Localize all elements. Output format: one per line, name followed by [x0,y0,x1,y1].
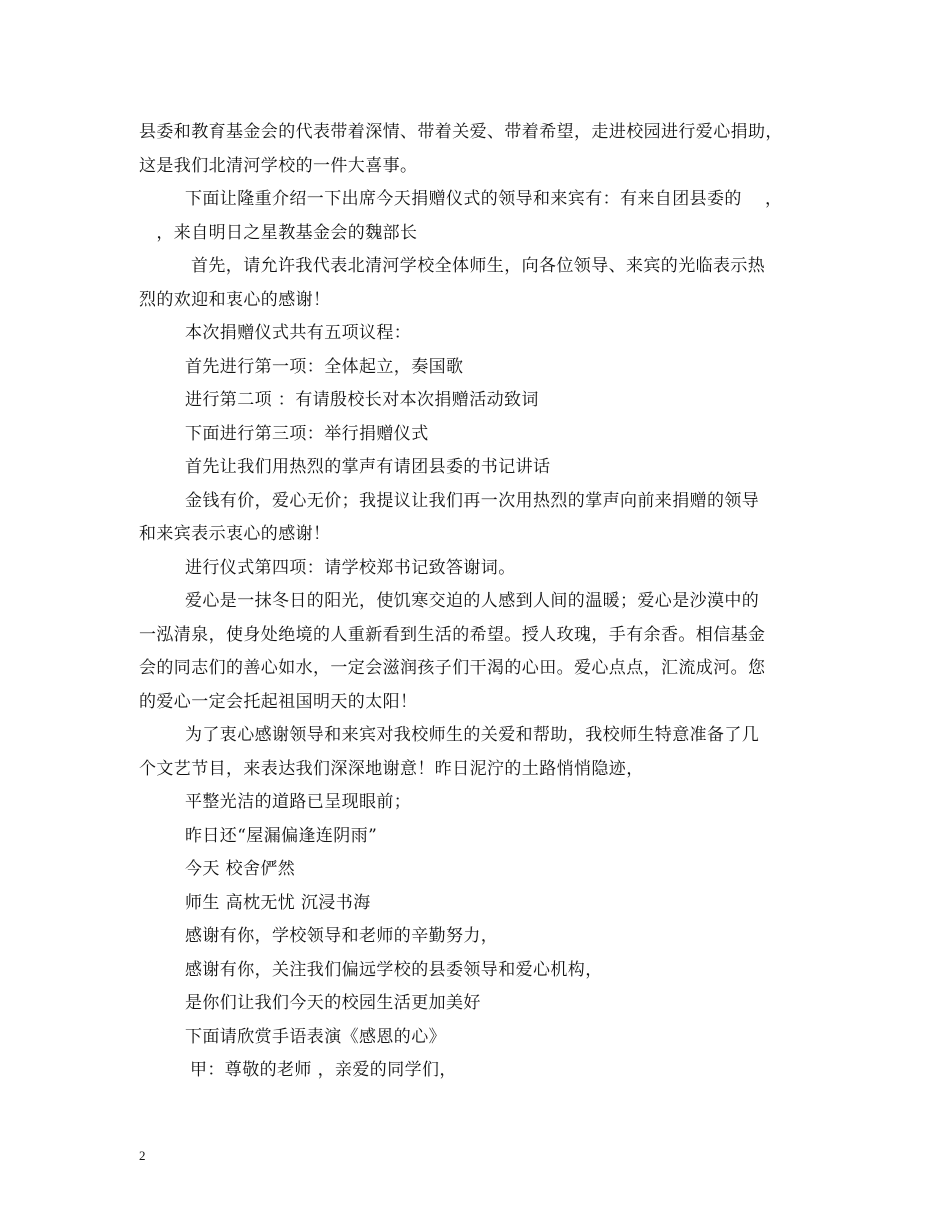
text-line: 的爱心一定会托起祖国明天的太阳！ [139,691,418,712]
text-line: 师生 高枕无忧 沉浸书海 [185,892,371,913]
page-number: 2 [139,1148,146,1163]
text-line: 会的同志们的善心如水，一定会滋润孩子们干渴的心田。爱心点点，汇流成河。您 [139,658,766,678]
text-line: 是你们让我们今天的校园生活更加美好 [185,993,481,1013]
text-line: 首先进行第一项：全体起立，奏国歌 [185,356,464,377]
text-line: 下面让隆重介绍一下出席今天捐赠仪式的领导和来宾有：有来自团县委的 ， [185,189,783,209]
text-line: 为了衷心感谢领导和来宾对我校师生的关爱和帮助，我校师生特意准备了几 [185,725,760,745]
text-line: 下面请欣赏手语表演《感恩的心》 [185,1026,446,1047]
text-line: 感谢有你，学校领导和老师的辛勤努力， [185,926,499,946]
text-line: 进行仪式第四项：请学校郑书记致答谢词。 [185,557,516,578]
text-line: 金钱有价，爱心无价；我提议让我们再一次用热烈的掌声向前来捐赠的领导 [185,490,760,511]
text-line: 这是我们北清河学校的一件大喜事。 [139,155,418,176]
text-line: 下面进行第三项：举行捐赠仪式 [185,423,429,444]
text-line: 本次捐赠仪式共有五项议程： [185,323,412,343]
text-line: 今天 校舍俨然 [185,859,296,879]
text-line: 进行第二项 ：有请殷校长对本次捐赠活动致词 [185,390,539,410]
text-line: 烈的欢迎和衷心的感谢！ [139,289,331,310]
text-line: 个文艺节目，来表达我们深深地谢意！昨日泥泞的土路悄悄隐迹， [139,758,644,779]
text-line: 首先，请允许我代表北清河学校全体师生，向各位领导、来宾的光临表示热 [191,256,766,276]
text-line: 首先让我们用热烈的掌声有请团县委的书记讲话 [185,457,551,477]
text-line: 甲：尊敬的老师 ，亲爱的同学们， [190,1060,457,1080]
document-body [139,116,819,1088]
text-line: 一泓清泉，使身处绝境的人重新看到生活的希望。授人玫瑰，手有余香。相信基金 [139,624,766,645]
text-line: 县委和教育基金会的代表带着深情、带着关爱、带着希望，走进校园进行爱心捐助， [139,122,783,142]
text-line: 和来宾表示衷心的感谢！ [139,524,331,544]
text-line: 爱心是一抹冬日的阳光，使饥寒交迫的人感到人间的温暖；爱心是沙漠中的 [185,591,760,611]
text-line: 感谢有你，关注我们偏远学校的县委领导和爱心机构， [185,959,603,980]
text-line: 平整光洁的道路已呈现眼前； [185,792,412,812]
text-line: ，来自明日之星教基金会的魏部长 [139,222,418,243]
text-line: 昨日还“屋漏偏逢连阴雨” [185,825,378,846]
